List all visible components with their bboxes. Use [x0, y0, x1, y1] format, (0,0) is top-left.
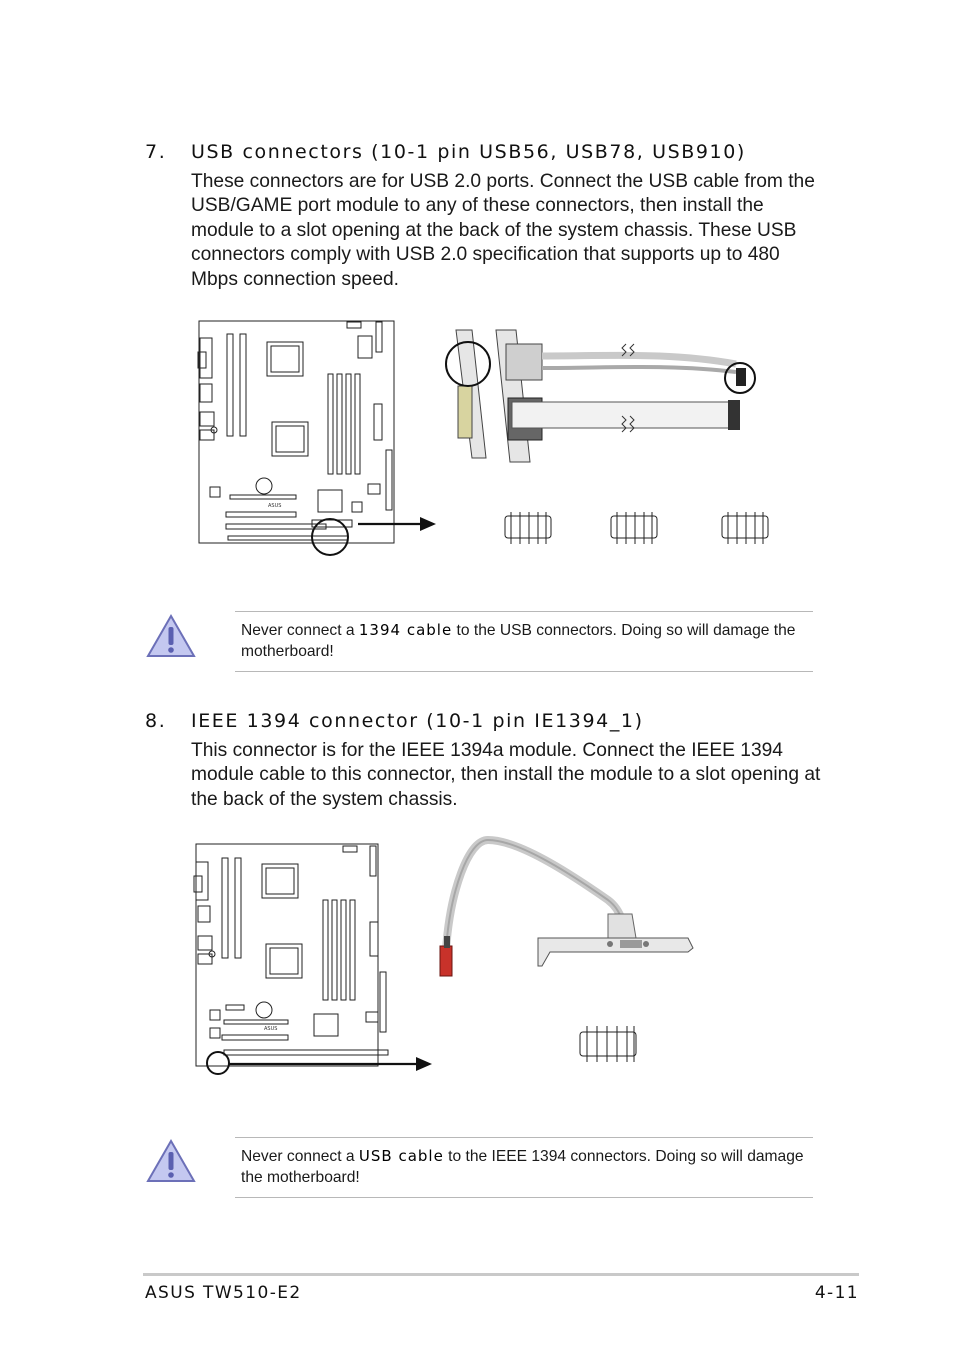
footer-page-number: 4-11	[814, 1283, 859, 1303]
board-logo: ASUS	[264, 1026, 278, 1032]
ieee1394-connector-figure	[188, 832, 708, 1080]
section-8-number: 8.	[145, 710, 167, 732]
note-emphasis: USB cable	[358, 1147, 444, 1165]
warning-icon	[145, 613, 197, 659]
usb-bracket-module	[446, 330, 755, 462]
usb-connectors-figure	[190, 312, 790, 557]
section-8-heading	[145, 710, 644, 732]
section-8-title: IEEE 1394 connector (10-1 pin IE1394_1)	[191, 710, 644, 732]
arrow-icon	[358, 517, 436, 531]
section-7-heading	[145, 141, 746, 163]
warning-icon	[145, 1138, 197, 1184]
note-emphasis: 1394 cable	[358, 621, 453, 639]
pin-header	[505, 516, 768, 538]
motherboard-diagram	[194, 844, 388, 1074]
note-suffix: to the IEEE 1394 connectors. Doing so will damage the motherboard!	[241, 1148, 804, 1186]
footer-product-name: ASUS TW510-E2	[145, 1283, 302, 1303]
motherboard-diagram	[198, 321, 394, 555]
arrow-icon	[228, 1057, 432, 1071]
pin-header	[580, 1026, 636, 1062]
note-prefix: Never connect a	[241, 622, 359, 639]
footer-rule	[143, 1273, 859, 1276]
section-7-number: 7.	[145, 141, 167, 163]
section-8-paragraph: This connector is for the IEEE 1394a module. Connect the IEEE 1394 module cable to this connector, then install the module to a slot opening at the back of the system chassis.	[191, 740, 821, 810]
section-7-warning-note	[235, 611, 813, 672]
section-7-title: USB connectors (10-1 pin USB56, USB78, USB910)	[191, 141, 746, 163]
note-suffix: to the USB connectors. Doing so will damage the motherboard!	[241, 622, 796, 660]
ieee1394-bracket-module	[440, 840, 693, 976]
board-logo: ASUS	[268, 503, 282, 509]
section-8-warning-note	[235, 1137, 813, 1198]
note-prefix: Never connect a	[241, 1148, 359, 1165]
section-7-paragraph: These connectors are for USB 2.0 ports. Connect the USB cable from the USB/GAME port module to any of these connectors, then install the module to a slot opening at the back of the system chassis. These USB connectors comply with USB 2.0 specification that supports up to 480 Mbps connection speed.	[191, 171, 815, 290]
